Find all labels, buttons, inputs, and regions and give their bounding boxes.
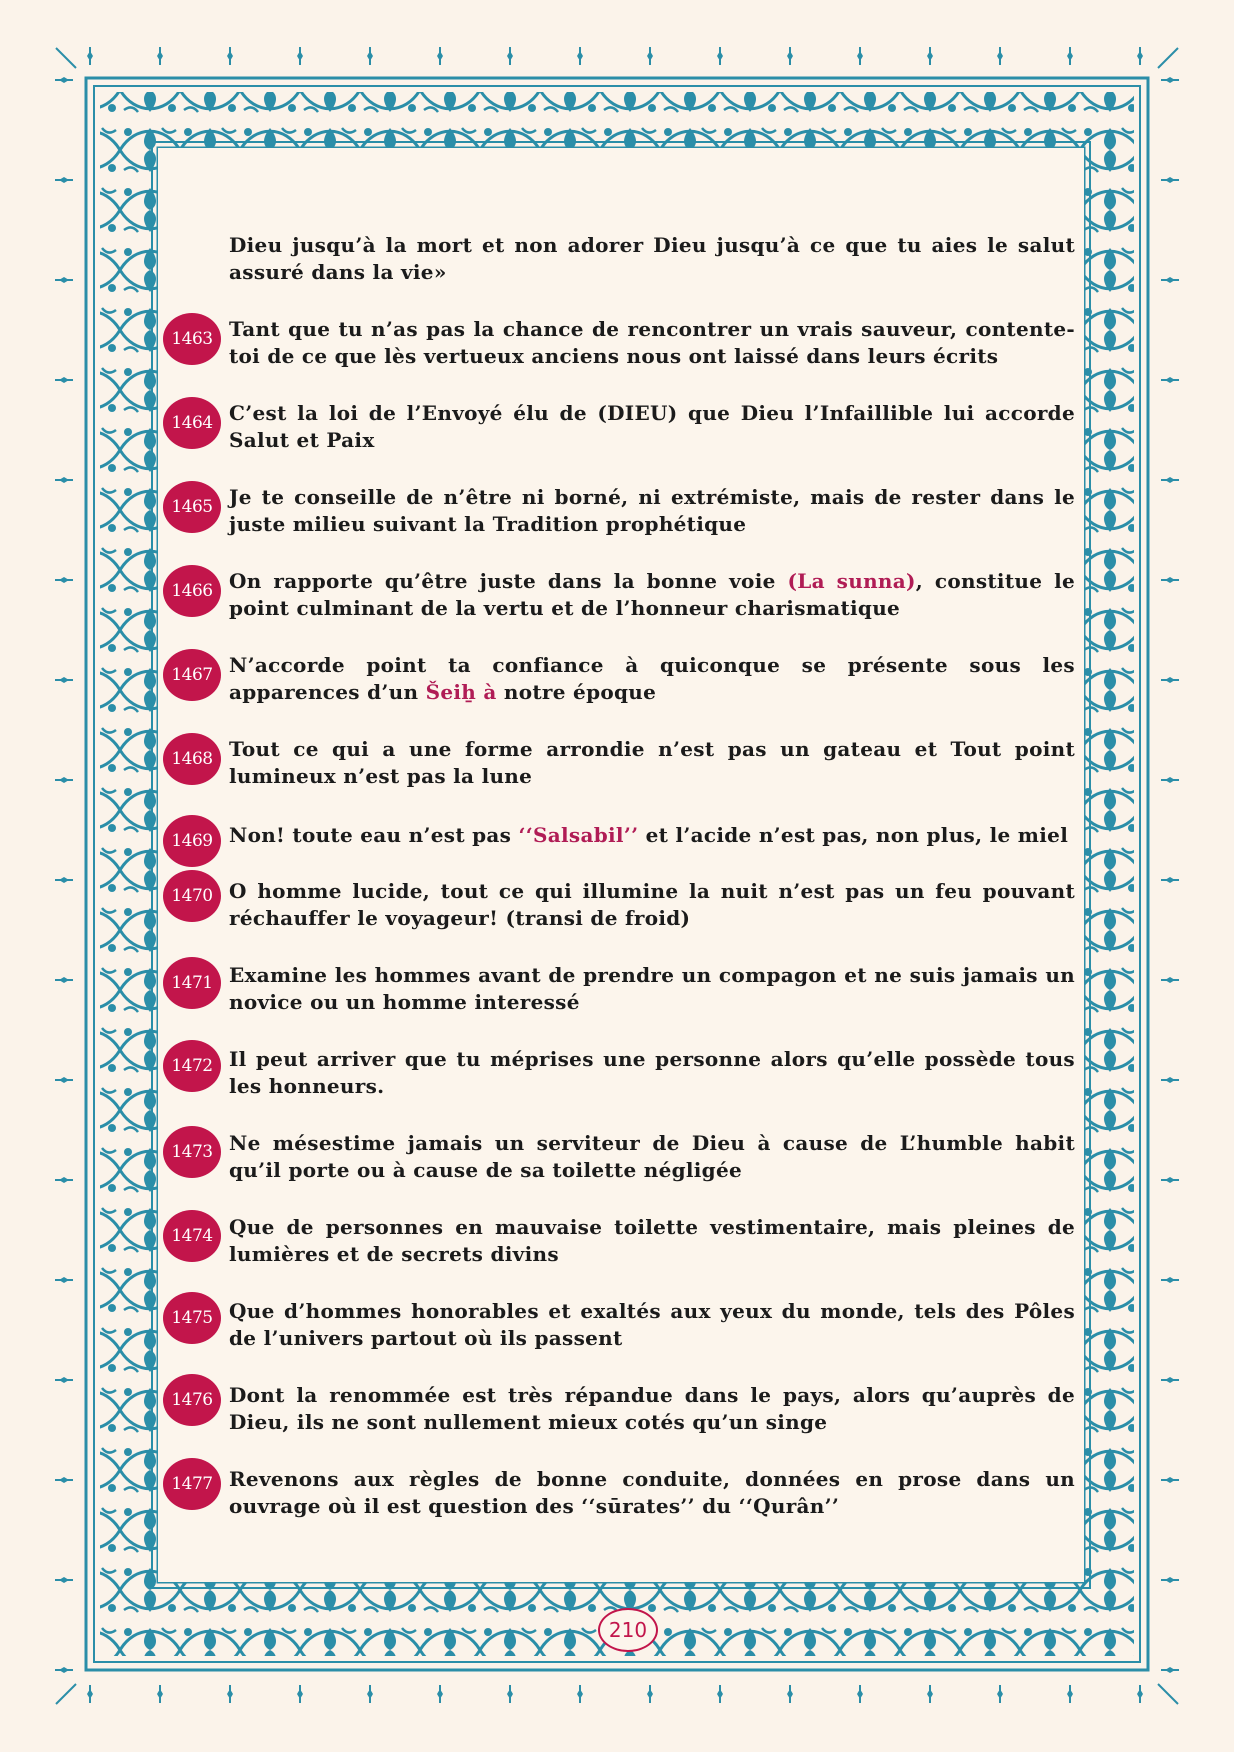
- verse-1466-highlight: (La sunna): [787, 569, 916, 593]
- verse-number-badge: 1471: [163, 957, 221, 1009]
- verse-1474: Que de personnes en mauvaise toilette vestimentaire, mais pleines de lumières et de secrets divins: [229, 1215, 1075, 1266]
- verse-1473: Ne mésestime jamais un serviteur de Dieu à cause de L’humble habit qu’il porte ou à cause de sa toilette négligée: [229, 1131, 1075, 1182]
- verse-number-badge: 1475: [163, 1292, 221, 1344]
- verse-1467-text-a: N’accorde point ta confiance à quiconque se présente sous les apparences d’un: [229, 653, 1075, 704]
- verse-1476: Dont la renommée est très répandue dans le pays, alors qu’auprès de Dieu, ils ne sont nullement mieux cotés qu’un singe: [229, 1383, 1075, 1434]
- verse-1469-highlight: ‘‘Salsabil’’: [518, 823, 639, 847]
- verse-number-badge: 1474: [163, 1210, 221, 1262]
- verse-1466-text-a: On rapporte qu’être juste dans la bonne voie: [229, 569, 788, 593]
- verse-number-badge: 1464: [163, 397, 221, 449]
- verse-number-badge: 1468: [163, 733, 221, 785]
- verse-number-badge: 1472: [163, 1040, 221, 1092]
- verse-number-badge: 1473: [163, 1126, 221, 1178]
- verse-1469-text-b: et l’acide n’est pas, non plus, le miel: [638, 823, 1069, 847]
- verse-1467-highlight: Šeiẖ à: [425, 680, 497, 704]
- verse-1477: Revenons aux règles de bonne conduite, données en prose dans un ouvrage où il est question des ‘‘sūrates’’ du ‘‘Qurân’’: [229, 1467, 1075, 1518]
- verse-number-badge: 1477: [163, 1458, 221, 1510]
- verse-1463: Tant que tu n’as pas la chance de rencontrer un vrais sauveur, contente-toi de ce que lès vertueux anciens nous ont laissé dans leurs écrits: [229, 317, 1075, 368]
- verse-1464: C’est la loi de l’Envoyé élu de (DIEU) que Dieu l’Infaillible lui accorde Salut et Paix: [229, 401, 1075, 452]
- verse-1467-text-b: notre époque: [496, 680, 657, 704]
- verse-number-badge: 1469: [163, 815, 221, 867]
- verse-number-badge: 1470: [163, 870, 221, 922]
- verse-1466-text-b: , constitue le point culminant de la vertu et de l’honneur charismatique: [229, 569, 1075, 620]
- verse-1475: Que d’hommes honorables et exaltés aux yeux du monde, tels des Pôles de l’univers partout où ils passent: [229, 1299, 1075, 1350]
- verse-1469: [229, 822, 1075, 849]
- continuation-text: Dieu jusqu’à la mort et non adorer Dieu jusqu’à ce que tu aies le salut assuré dans la vie»: [229, 233, 1075, 284]
- page-number: 210: [598, 1608, 658, 1652]
- verse-1465: Je te conseille de n’être ni borné, ni extrémiste, mais de rester dans le juste milieu suivant la Tradition prophétique: [229, 485, 1075, 536]
- verse-1472: Il peut arriver que tu méprises une personne alors qu’elle possède tous les honneurs.: [229, 1047, 1075, 1098]
- verse-number-badge: 1465: [163, 481, 221, 533]
- verse-number-badge: 1467: [163, 649, 221, 701]
- verse-1468: Tout ce qui a une forme arrondie n’est pas un gateau et Tout point lumineux n’est pas la lune: [229, 737, 1075, 788]
- verse-number-badge: 1463: [163, 313, 221, 365]
- verse-1470: O homme lucide, tout ce qui illumine la nuit n’est pas un feu pouvant réchauffer le voyageur! (transi de froid): [229, 879, 1075, 930]
- verse-1471: Examine les hommes avant de prendre un compagon et ne suis jamais un novice ou un homme interessé: [229, 963, 1075, 1014]
- verse-1466: [229, 568, 1075, 622]
- verse-1469-text-a: Non! toute eau n’est pas: [229, 823, 519, 847]
- verse-1467: [229, 652, 1075, 706]
- verse-number-badge: 1476: [163, 1374, 221, 1426]
- verse-number-badge: 1466: [163, 565, 221, 617]
